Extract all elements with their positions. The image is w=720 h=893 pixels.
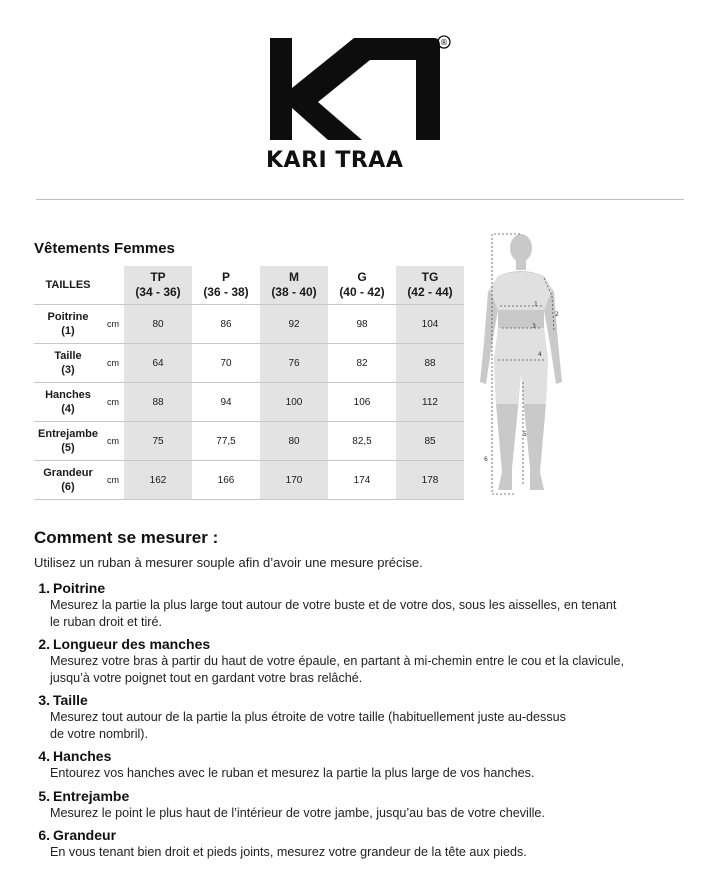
table-cell: 82,5 [328,422,396,461]
table-cell: 178 [396,461,464,500]
size-chart-title: Vêtements Femmes [34,240,175,257]
table-cell: 70 [192,344,260,383]
unit-label: cm [102,422,124,461]
size-table [34,266,464,500]
table-cell: 106 [328,383,396,422]
brand-name: KARI TRAA [266,148,404,173]
step-height: 6. Grandeur En vous tenant bien droit et pieds joints, mesurez votre grandeur de la tête aux pieds. [38,827,527,859]
table-cell: 77,5 [192,422,260,461]
table-row [34,422,464,461]
size-header-g: G (40 - 42) [339,270,385,299]
size-header-m: M (38 - 40) [260,266,328,305]
figure-label: 2 [555,311,559,318]
divider [36,199,684,200]
row-label: Entrejambe (5) [34,422,102,461]
figure-label: 1 [534,301,538,308]
figure-label: 6 [484,456,488,463]
step-waist: 3. Taille Mesurez tout autour de la partie la plus étroite de votre taille (habituellement juste au-dessus de votre nombril). [38,692,566,741]
table-cell: 100 [260,383,328,422]
table-row [34,383,464,422]
unit-label: cm [102,344,124,383]
sizes-header-label: TAILLES [45,278,91,291]
figure-label: 4 [538,351,542,358]
table-cell: 98 [328,305,396,344]
table-cell: 80 [260,422,328,461]
table-cell: 86 [192,305,260,344]
body-measurement-figure [478,232,574,500]
guide-title: Comment se mesurer : [34,528,219,547]
table-cell: 88 [396,344,464,383]
unit-label: cm [102,461,124,500]
table-cell: 166 [192,461,260,500]
table-cell: 88 [124,383,192,422]
step-hips: 4. Hanches Entourez vos hanches avec le ruban et mesurez la partie la plus large de vos hanches. [38,748,535,780]
step-chest: 1. Poitrine Mesurez la partie la plus large tout autour de votre buste et de votre dos, sous les aisselles, en tenant le ruban droit et tiré. [38,580,617,629]
table-cell: 82 [328,344,396,383]
table-cell: 174 [328,461,396,500]
table-cell: 94 [192,383,260,422]
unit-label: cm [102,305,124,344]
figure-label: 5 [523,431,527,438]
table-row [34,305,464,344]
table-cell: 170 [260,461,328,500]
size-header-p: P (36 - 38) [203,270,249,299]
unit-label: cm [102,383,124,422]
row-label: Grandeur (6) [34,461,102,500]
row-label: Poitrine (1) [34,305,102,344]
measurement-steps [34,580,694,867]
size-header-tg: TG (42 - 44) [396,266,464,305]
table-row [34,344,464,383]
table-cell: 162 [124,461,192,500]
size-header-row [34,266,464,305]
table-cell: 75 [124,422,192,461]
size-header-tp: TP (34 - 36) [124,266,192,305]
row-label: Hanches (4) [34,383,102,422]
row-label: Taille (3) [34,344,102,383]
table-cell: 92 [260,305,328,344]
guide-intro: Utilisez un ruban à mesurer souple afin d’avoir une mesure précise. [34,555,423,570]
figure-label: 3 [532,323,536,330]
step-sleeve-length: 2. Longueur des manches Mesurez votre bras à partir du haut de votre épaule, en partant à mi-chemin entre le cou et la clavicule, jusqu’à votre poignet tout en gardant votre bras relâché. [38,636,625,685]
step-inseam: 5. Entrejambe Mesurez le point le plus haut de l’intérieur de votre jambe, jusqu’au bas de votre cheville. [38,787,545,820]
table-cell: 104 [396,305,464,344]
table-cell: 112 [396,383,464,422]
registered-mark: ® [440,38,448,47]
table-cell: 80 [124,305,192,344]
table-row [34,461,464,500]
table-cell: 85 [396,422,464,461]
table-cell: 76 [260,344,328,383]
table-cell: 64 [124,344,192,383]
